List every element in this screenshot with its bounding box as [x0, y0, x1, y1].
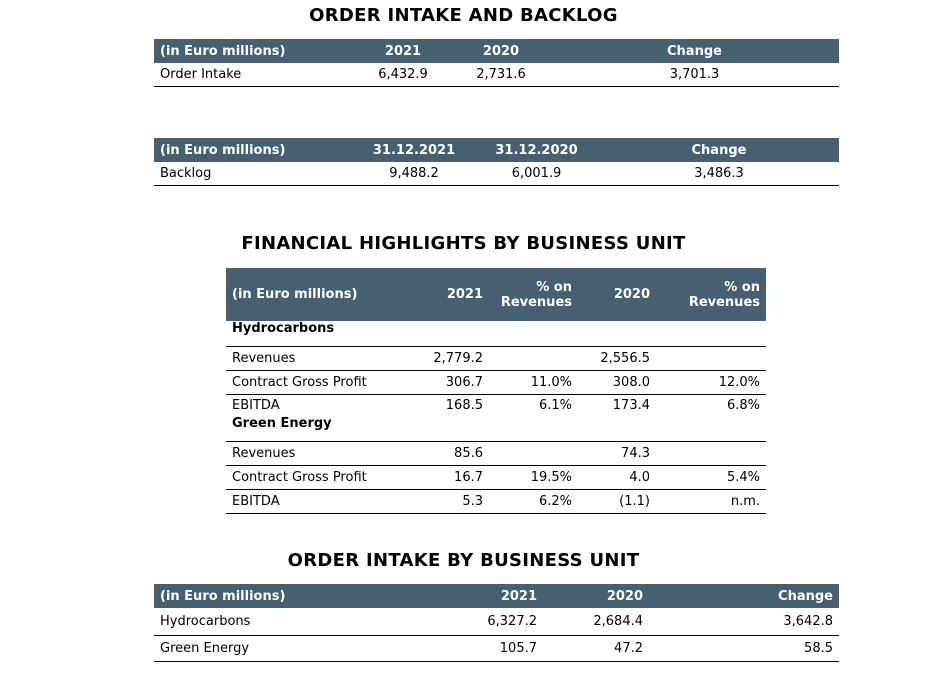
value-cell: 306.7	[409, 370, 489, 394]
table-row	[226, 394, 766, 416]
header-cell: 31.12.2020	[474, 138, 599, 162]
header-cell: 31.12.2021	[354, 138, 474, 162]
order-intake-table	[154, 39, 839, 87]
row-label: Revenues	[226, 346, 409, 370]
value-cell: 5.4%	[656, 465, 766, 489]
row-label: Order Intake	[154, 63, 354, 86]
value-cell: 168.5	[445, 397, 483, 413]
header-cell: 2021	[409, 268, 489, 321]
value-cell	[489, 346, 578, 370]
header-line: % on	[724, 279, 760, 295]
value-cell: 3,486.3	[599, 162, 839, 185]
header-cell: (in Euro millions)	[154, 39, 354, 63]
value-cell: 308.0	[578, 370, 656, 394]
value-cell: 58.5	[649, 635, 839, 661]
value-cell: 6.8%	[726, 397, 760, 413]
header-cell: Change	[649, 584, 839, 608]
value-cell: 47.2	[543, 635, 649, 661]
value-cell: 6,327.2	[384, 608, 543, 635]
value-cell: 2,779.2	[409, 346, 489, 370]
value-cell: 6.1%	[538, 397, 572, 413]
row-label: Contract Gross Profit	[226, 465, 409, 489]
group-row	[226, 416, 766, 441]
value-cell: 9,488.2	[354, 162, 474, 185]
table-row	[226, 465, 766, 489]
order-intake-by-unit-table	[154, 584, 839, 662]
value-cell: 6.2%	[489, 489, 578, 513]
row-label: Revenues	[226, 441, 409, 465]
table-row	[154, 63, 839, 86]
value-cell: 19.5%	[489, 465, 578, 489]
header-cell: 2020	[578, 268, 656, 321]
row-label: Green Energy	[154, 635, 384, 661]
value-cell: 6,001.9	[474, 162, 599, 185]
row-label: Backlog	[154, 162, 354, 185]
row-label: Contract Gross Profit	[226, 370, 409, 394]
header-cell	[656, 268, 766, 321]
value-cell: 6,432.9	[354, 63, 452, 86]
header-cell	[489, 268, 578, 321]
financial-highlights-title: FINANCIAL HIGHLIGHTS BY BUSINESS UNIT	[241, 233, 686, 254]
order-intake-backlog-title: ORDER INTAKE AND BACKLOG	[309, 5, 618, 26]
header-cell: 2020	[452, 39, 550, 63]
value-cell	[656, 346, 766, 370]
header-cell: 2021	[354, 39, 452, 63]
value-cell: 74.3	[578, 441, 656, 465]
value-cell: 85.6	[409, 441, 489, 465]
table-row	[154, 635, 839, 661]
table-row	[154, 608, 839, 635]
row-label: EBITDA	[232, 397, 280, 413]
value-cell: 173.4	[612, 397, 650, 413]
value-cell: 12.0%	[656, 370, 766, 394]
value-cell: 4.0	[578, 465, 656, 489]
group-label: Green Energy	[226, 416, 766, 441]
header-line: Revenues	[688, 294, 760, 310]
header-cell: (in Euro millions)	[154, 138, 354, 162]
value-cell	[489, 441, 578, 465]
group-label: Hydrocarbons	[226, 321, 766, 346]
row-label: EBITDA	[226, 489, 409, 513]
value-cell: 105.7	[384, 635, 543, 661]
header-cell: Change	[550, 39, 839, 63]
header-cell: (in Euro millions)	[226, 268, 409, 321]
header-cell: (in Euro millions)	[154, 584, 384, 608]
table-row	[154, 162, 839, 185]
table-row	[226, 441, 766, 465]
value-cell: 3,642.8	[649, 608, 839, 635]
value-cell: n.m.	[656, 489, 766, 513]
row-label: Hydrocarbons	[154, 608, 384, 635]
value-cell: 2,731.6	[452, 63, 550, 86]
header-cell: 2020	[543, 584, 649, 608]
value-cell: 2,556.5	[578, 346, 656, 370]
table-row	[226, 370, 766, 394]
header-line: Revenues	[500, 294, 572, 310]
header-cell: 2021	[384, 584, 543, 608]
financial-highlights-table	[226, 268, 766, 514]
value-cell: 2,684.4	[543, 608, 649, 635]
value-cell: 3,701.3	[550, 63, 839, 86]
value-cell: 5.3	[409, 489, 489, 513]
table-row	[226, 346, 766, 370]
backlog-table	[154, 138, 839, 186]
value-cell: 16.7	[409, 465, 489, 489]
value-cell: 11.0%	[489, 370, 578, 394]
value-cell	[656, 441, 766, 465]
header-cell: Change	[599, 138, 839, 162]
table-row	[226, 489, 766, 513]
order-intake-by-unit-title: ORDER INTAKE BY BUSINESS UNIT	[287, 550, 640, 571]
value-cell: (1.1)	[578, 489, 656, 513]
group-row	[226, 321, 766, 346]
header-line: % on	[536, 279, 572, 295]
